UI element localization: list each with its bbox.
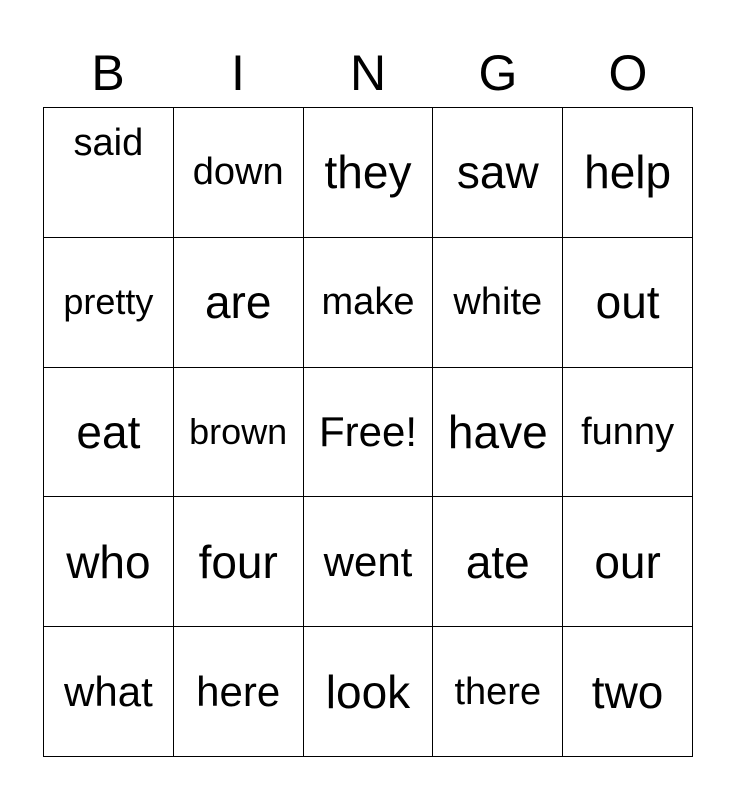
bingo-cell[interactable] bbox=[433, 108, 563, 238]
bingo-cell[interactable] bbox=[44, 238, 174, 368]
cell-word: down bbox=[192, 151, 284, 194]
cell-word: four bbox=[198, 535, 278, 588]
bingo-cell[interactable] bbox=[433, 627, 563, 757]
free-space-cell[interactable] bbox=[304, 368, 434, 498]
bingo-cell[interactable] bbox=[174, 627, 304, 757]
bingo-header bbox=[43, 40, 693, 106]
cell-word: what bbox=[64, 667, 153, 715]
bingo-cell[interactable] bbox=[304, 238, 434, 368]
header-letter-n: N bbox=[349, 45, 387, 101]
cell-word: brown bbox=[189, 410, 288, 452]
bingo-cell[interactable] bbox=[304, 627, 434, 757]
header-letter-g: G bbox=[478, 45, 518, 101]
cell-word: said bbox=[73, 122, 144, 164]
bingo-cell[interactable] bbox=[433, 238, 563, 368]
bingo-cell[interactable] bbox=[563, 497, 693, 627]
bingo-cell[interactable] bbox=[44, 368, 174, 498]
cell-word: look bbox=[325, 665, 411, 718]
header-letter-b: B bbox=[91, 45, 125, 101]
bingo-cell[interactable] bbox=[563, 238, 693, 368]
bingo-cell[interactable] bbox=[563, 368, 693, 498]
cell-word: are bbox=[204, 276, 272, 329]
bingo-cell[interactable] bbox=[174, 497, 304, 627]
cell-word: out bbox=[595, 276, 660, 329]
bingo-cell[interactable] bbox=[433, 368, 563, 498]
cell-word: they bbox=[324, 146, 412, 199]
cell-word: there bbox=[454, 670, 542, 713]
cell-word: eat bbox=[76, 405, 141, 458]
bingo-cell[interactable] bbox=[174, 108, 304, 238]
cell-word: two bbox=[591, 665, 664, 718]
cell-word: white bbox=[453, 281, 543, 324]
bingo-cell[interactable] bbox=[433, 497, 563, 627]
cell-word: went bbox=[323, 537, 413, 585]
cell-word: have bbox=[447, 405, 548, 458]
cell-word: help bbox=[584, 146, 672, 199]
bingo-cell[interactable] bbox=[174, 238, 304, 368]
cell-word: our bbox=[594, 535, 661, 588]
bingo-cell[interactable] bbox=[304, 108, 434, 238]
cell-word: funny bbox=[581, 410, 675, 453]
free-space-label: Free! bbox=[318, 407, 417, 455]
cell-word: pretty bbox=[63, 281, 154, 323]
bingo-cell[interactable] bbox=[304, 497, 434, 627]
header-letter-i: I bbox=[231, 45, 245, 101]
cell-word: saw bbox=[456, 146, 539, 199]
bingo-cell[interactable] bbox=[563, 627, 693, 757]
cell-word: ate bbox=[465, 535, 530, 588]
bingo-cell[interactable] bbox=[563, 108, 693, 238]
bingo-cell[interactable] bbox=[44, 108, 174, 238]
bingo-cell[interactable] bbox=[174, 368, 304, 498]
header-letter-o: O bbox=[608, 45, 648, 101]
bingo-cell[interactable] bbox=[44, 497, 174, 627]
bingo-grid bbox=[43, 107, 693, 757]
cell-word: here bbox=[196, 667, 281, 715]
cell-word: who bbox=[66, 535, 151, 588]
cell-word: make bbox=[321, 281, 415, 324]
bingo-cell[interactable] bbox=[44, 627, 174, 757]
